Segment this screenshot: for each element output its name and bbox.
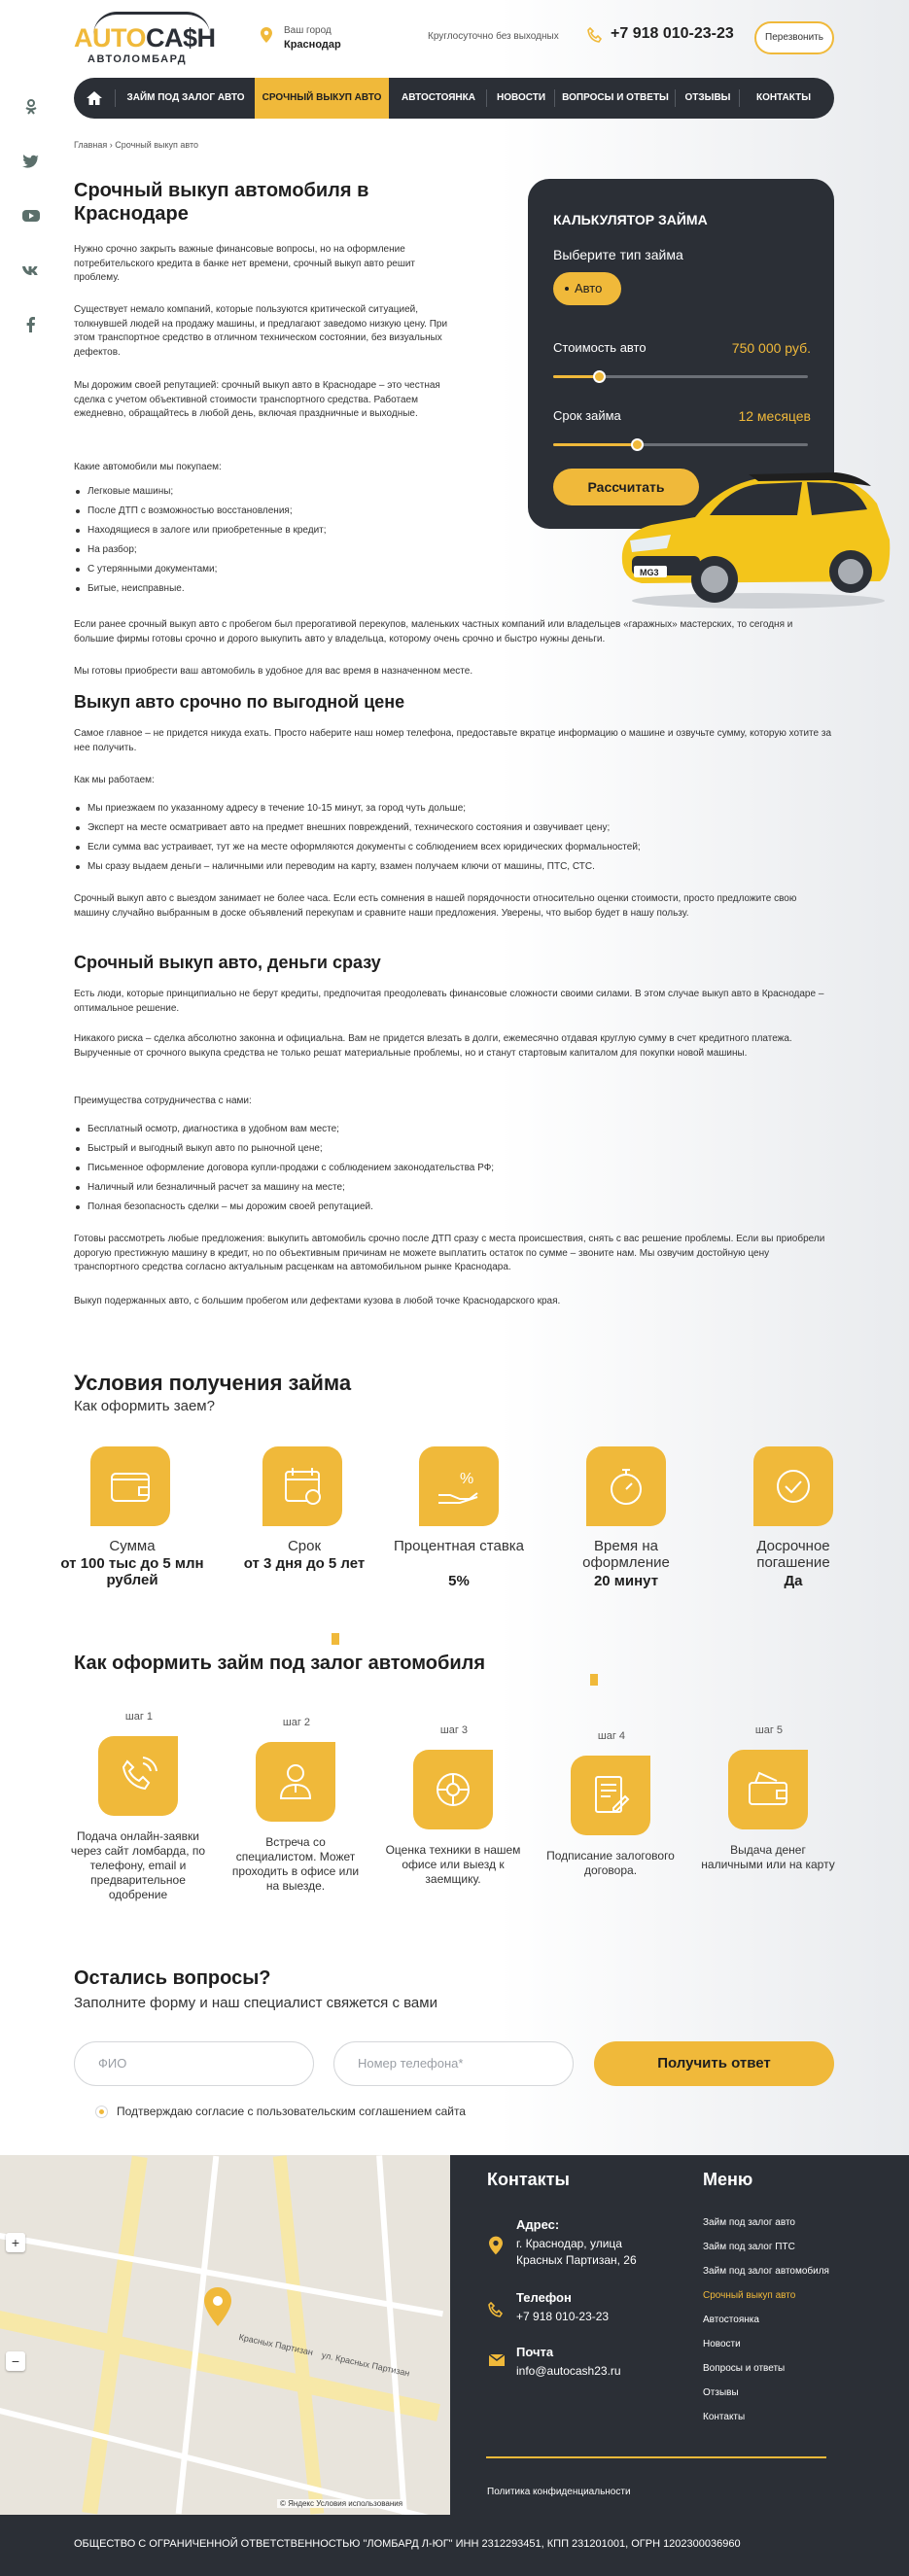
footer-menu-item[interactable]: Займ под залог авто xyxy=(703,2217,795,2228)
condition-label: Досрочное погашение xyxy=(756,1538,830,1571)
nav-item-reviews[interactable]: ОТЗЫВЫ xyxy=(684,92,731,103)
article-paragraph: Мы дорожим своей репутацией: срочный выкуп авто в Краснодаре – это честная сделка с учетом объективной стоимости транспортного средства. Работаем ежедневно, обращайтесь в любой день, включая праздничные и выходные. xyxy=(74,380,440,419)
phone-label: Телефон xyxy=(516,2290,572,2305)
nav-item-parking[interactable]: АВТОСТОЯНКА xyxy=(402,92,475,103)
header: AUTOCA$H АВТОЛОМБАРД Ваш город Краснодар Круглосуточно без выходных +7 918 010-23-23 Перезвонить xyxy=(0,0,909,76)
car-types-list xyxy=(74,482,327,599)
list-item: Эксперт на месте осматривает авто на предмет внешних повреждений, технического состояния и озвучивает цену; xyxy=(74,818,641,838)
condition-value: Да xyxy=(784,1573,803,1589)
loan-term-slider-fill xyxy=(553,443,637,446)
list-item: Бесплатный осмотр, диагностика в удобном вам месте; xyxy=(74,1120,494,1139)
agree-label[interactable]: Подтверждаю согласие с пользовательским соглашением сайта xyxy=(117,2105,466,2118)
map-zoom-in-button[interactable]: + xyxy=(6,2233,25,2252)
nav-separator xyxy=(675,89,676,107)
condition-value: 20 минут xyxy=(593,1573,659,1589)
article-paragraph: Готовы рассмотреть любые предложения: выкупить автомобиль срочно после ДТП сразу с места происшествия, снять с вас решение проблемы. Если вы приобрели дорогую престижную машину в кредит, но по объективным причинам не можете выплатить остаток по сумме – звоните нам. Мы озвучим достойную цену транспортного средства согласно актуальным расценкам на автомобильном рынке Краснодара. xyxy=(74,1234,825,1272)
loan-type-label: Выберите тип займа xyxy=(553,247,683,262)
map-copyright[interactable]: © Яндекс Условия использования xyxy=(277,2499,405,2508)
mail-icon xyxy=(488,2353,506,2367)
list-item: На разбор; xyxy=(74,540,327,560)
nav-item-faq[interactable]: ВОПРОСЫ И ОТВЕТЫ xyxy=(562,92,669,103)
condition-value: от 100 тыс до 5 млн рублей xyxy=(60,1555,204,1588)
list-item: Мы сразу выдаем деньги – наличными или переводим на карту, взамен получаем ключи от машины, ПТС, СТС. xyxy=(74,857,641,877)
license-plate: MG3 xyxy=(640,568,659,577)
condition-value: от 3 дня до 5 лет xyxy=(243,1555,366,1572)
name-input[interactable]: ФИО xyxy=(74,2041,314,2086)
contract-icon xyxy=(571,1756,650,1835)
decorative-square xyxy=(590,1674,598,1686)
step-label: шаг 1 xyxy=(124,1711,154,1723)
article-paragraph: Преимущества сотрудничества с нами: xyxy=(74,1096,252,1106)
logo[interactable] xyxy=(74,10,220,66)
yellow-car-image xyxy=(603,447,894,612)
wheel-icon xyxy=(413,1750,493,1829)
article-paragraph: Мы готовы приобрести ваш автомобиль в удобное для вас время в назначенном месте. xyxy=(74,666,473,677)
step-label: шаг 3 xyxy=(439,1724,469,1736)
car-cost-label: Стоимость авто xyxy=(553,340,647,355)
nav-separator xyxy=(115,89,116,107)
home-icon[interactable] xyxy=(84,87,105,109)
form-subtitle: Заполните форму и наш специалист свяжется с вами xyxy=(74,1995,437,2011)
loan-term-value: 12 месяцев xyxy=(738,408,811,424)
vk-icon[interactable] xyxy=(21,261,41,280)
youtube-icon[interactable] xyxy=(21,206,41,226)
logo-subtitle: АВТОЛОМБАРД xyxy=(87,53,188,65)
form-title: Остались вопросы? xyxy=(74,1967,271,1989)
map[interactable] xyxy=(0,2155,450,2515)
map-marker-icon[interactable] xyxy=(204,2287,231,2326)
list-item: После ДТП с возможностью восстановления; xyxy=(74,502,327,521)
article-paragraph: Есть люди, которые принципиально не берут кредиты, предпочитая преодолевать финансовые сложности своими силами. В этом случае выкуп авто в Краснодаре – оптимальное решение. xyxy=(74,989,824,1014)
list-item: Полная безопасность сделки – мы дорожим своей репутацией. xyxy=(74,1198,494,1217)
footer-email[interactable]: info@autocash23.ru xyxy=(516,2364,621,2378)
step-label: шаг 5 xyxy=(754,1724,784,1736)
nav-item-contacts[interactable]: КОНТАКТЫ xyxy=(755,92,812,103)
article-paragraph: Срочный выкуп авто с выездом занимает не более часа. Если есть сомнения в нашей порядочности относительно оценки стоимости, просто предложите свою машину случайно выбранным в доске объявлений перекупам и сравните наши предложения. Уверены, что выбор будет в нашу пользу. xyxy=(74,893,797,919)
footer-phone[interactable]: +7 918 010-23-23 xyxy=(516,2310,610,2323)
map-street-label: ул. Красных Партизан xyxy=(320,2350,411,2379)
nav-item-news[interactable]: НОВОСТИ xyxy=(496,92,546,103)
article-paragraph: Никакого риска – сделка абсолютно законна и официальна. Вам не придется влезать в долги, ежемесячно отдавая круглую сумму в счет кредитного платежа. Вырученные от срочного выкупа средства не только решат материальные проблемы, но и станут стартовым капиталом для покупки новой машины. xyxy=(74,1033,792,1059)
nav-separator xyxy=(554,89,555,107)
percent-hand-icon xyxy=(419,1446,499,1526)
agree-checkbox[interactable] xyxy=(95,2106,108,2118)
callback-button[interactable]: Перезвонить xyxy=(754,21,834,54)
article-paragraph: Выкуп подержанных авто, с большим пробегом или дефектами кузова в любой точке Краснодарского края. xyxy=(74,1296,561,1306)
condition-label: Время на оформление xyxy=(582,1538,670,1571)
list-item: Битые, неисправные. xyxy=(74,579,327,599)
list-item: Быстрый и выгодный выкуп авто по рыночной цене; xyxy=(74,1139,494,1159)
city-name[interactable]: Краснодар xyxy=(284,39,341,51)
article-paragraph: Самое главное – не придется никуда ехать. Просто наберите наш номер телефона, предоставьте вкратце информацию о машине и озвучьте сумму, которую хотите за нее получить. xyxy=(74,728,832,753)
odnoklassniki-icon[interactable] xyxy=(21,97,41,117)
nav-item-buyout[interactable]: СРОЧНЫЙ ВЫКУП АВТО xyxy=(255,78,389,119)
article-paragraph: Нужно срочно закрыть важные финансовые вопросы, но на оформление потребительского кредита в банке нет времени, срочный выкуп авто решит проблему. xyxy=(74,244,416,283)
contacts-title: Контакты xyxy=(487,2170,570,2189)
car-cost-slider[interactable] xyxy=(553,375,808,378)
step-description: Встреча со специалистом. Может проходить в офисе или на выезде. xyxy=(231,1835,360,1893)
footer-menu-item[interactable]: Контакты xyxy=(703,2412,746,2422)
list-item: Находящиеся в залоге или приобретенные в кредит; xyxy=(74,521,327,540)
section-heading: Срочный выкуп авто, деньги сразу xyxy=(74,953,381,972)
breadcrumb[interactable]: Главная › Срочный выкуп авто xyxy=(74,140,198,150)
location-pin-icon xyxy=(489,2236,503,2255)
map-road xyxy=(376,2155,407,2515)
footer-menu-item[interactable]: Автостоянка xyxy=(703,2315,759,2325)
car-cost-slider-handle[interactable] xyxy=(593,370,606,383)
map-road xyxy=(273,2155,325,2514)
benefits-list xyxy=(74,1120,494,1217)
page-title: Срочный выкуп автомобиля в Краснодаре xyxy=(74,180,369,225)
conditions-title: Условия получения займа xyxy=(74,1371,352,1395)
main-nav xyxy=(74,78,834,119)
car-cost-slider-fill xyxy=(553,375,599,378)
footer-divider xyxy=(486,2456,826,2458)
phone-input[interactable]: Номер телефона* xyxy=(333,2041,574,2086)
money-wallet-icon xyxy=(728,1750,808,1829)
list-item: Письменное оформление договора купли-продажи с соблюдением законодательства РФ; xyxy=(74,1159,494,1178)
footer-menu-item[interactable]: Вопросы и ответы xyxy=(703,2363,786,2374)
nav-separator xyxy=(486,89,487,107)
list-item: С утерянными документами; xyxy=(74,560,327,579)
condition-label: Срок xyxy=(287,1538,322,1554)
facebook-icon[interactable] xyxy=(21,315,41,334)
footer-menu-item[interactable]: Займ под залог автомобиля xyxy=(703,2266,829,2277)
article-paragraph: Существует немало компаний, которые пользуются критической ситуацией, толкнувшей людей на продажу машины, и предлагают заведомо низкую цену. При этом транспортное средство в отличном техническом состоянии, без визуальных дефектов. xyxy=(74,304,448,358)
calculate-button[interactable]: Рассчитать xyxy=(553,469,699,505)
list-item: Легковые машины; xyxy=(74,482,327,502)
article-paragraph: Если ранее срочный выкуп авто с пробегом был прерогативой перекупов, маленьких частных компаний или владельцев «гаражных» мастерских, то сегодня и большие фирмы готовы срочно и дорого выкупить авто у владельца, которому очень срочно и быстро нужны деньги. xyxy=(74,619,793,644)
nav-item-loan-auto[interactable]: ЗАЙМ ПОД ЗАЛОГ АВТО xyxy=(126,92,245,103)
footer-menu-item[interactable]: Отзывы xyxy=(703,2387,739,2398)
working-hours: Круглосуточно без выходных xyxy=(428,31,559,42)
step-description: Подача онлайн-заявки через сайт ломбарда, по телефону, email и предварительное одобрение xyxy=(70,1829,206,1901)
step-label: шаг 2 xyxy=(282,1717,311,1728)
article-paragraph: Какие автомобили мы покупаем: xyxy=(74,462,222,472)
address-label: Адрес: xyxy=(516,2217,560,2232)
menu-title: Меню xyxy=(703,2170,753,2189)
condition-value: 5% xyxy=(448,1573,470,1589)
map-zoom-out-button[interactable]: − xyxy=(6,2351,25,2371)
email-label: Почта xyxy=(516,2345,554,2359)
phone-icon xyxy=(488,2302,504,2317)
list-item: Если сумма вас устраивает, тут же на месте оформляются документы с соблюдением всех юридических формальностей; xyxy=(74,838,641,857)
footer-menu-item[interactable]: Новости xyxy=(703,2339,741,2350)
get-answer-button[interactable]: Получить ответ xyxy=(594,2041,834,2086)
specialist-icon xyxy=(256,1742,335,1822)
step-label: шаг 4 xyxy=(597,1730,626,1742)
car-cost-value: 750 000 руб. xyxy=(731,340,811,356)
calendar-icon xyxy=(262,1446,342,1526)
condition-label: Сумма xyxy=(109,1538,156,1554)
loan-term-slider[interactable] xyxy=(553,443,808,446)
wallet-icon xyxy=(90,1446,170,1526)
section-heading: Выкуп авто срочно по выгодной цене xyxy=(74,692,405,712)
map-street-label: Красных Партизан xyxy=(237,2332,314,2357)
city-label: Ваш город xyxy=(284,25,332,36)
privacy-policy-link[interactable]: Политика конфиденциальности xyxy=(487,2487,631,2497)
check-circle-icon xyxy=(753,1446,833,1526)
legal-text: ОБЩЕСТВО С ОГРАНИЧЕННОЙ ОТВЕТСТВЕННОСТЬЮ "ЛОМБАРД Л-ЮГ" ИНН 2312293451, КПП 231201001, ОГРН 1202300036960 xyxy=(74,2538,741,2550)
decorative-square xyxy=(332,1633,339,1645)
list-item: Мы приезжаем по указанному адресу в течение 10-15 минут, за город чуть дольше; xyxy=(74,799,641,818)
footer-menu-item[interactable]: Займ под залог ПТС xyxy=(703,2242,795,2252)
logo-text: AUTOCA$H xyxy=(74,23,216,52)
phone-icon xyxy=(587,27,603,43)
condition-label: Процентная ставка xyxy=(393,1538,525,1554)
calculator-title: КАЛЬКУЛЯТОР ЗАЙМА xyxy=(553,212,708,227)
process-list xyxy=(74,799,641,877)
article-paragraph: Как мы работаем: xyxy=(74,775,155,785)
footer-menu-item-active[interactable]: Срочный выкуп авто xyxy=(703,2290,796,2301)
address-text: г. Краснодар, улица Красных Партизан, 26 xyxy=(516,2237,637,2267)
step-description: Оценка техники в нашем офисе или выезд к заемщику. xyxy=(385,1843,521,1886)
loan-term-label: Срок займа xyxy=(553,408,621,423)
list-item: Наличный или безналичный расчет за машину на месте; xyxy=(74,1178,494,1198)
loan-type-option[interactable]: Авто xyxy=(553,272,621,305)
stopwatch-icon xyxy=(586,1446,666,1526)
twitter-icon[interactable] xyxy=(21,152,41,171)
nav-separator xyxy=(739,89,740,107)
steps-title: Как оформить займ под залог автомобиля xyxy=(74,1653,485,1674)
footer xyxy=(450,2155,909,2515)
step-description: Выдача денег наличными или на карту xyxy=(701,1843,835,1871)
phone-icon xyxy=(98,1736,178,1816)
svg-text:%: % xyxy=(460,1471,474,1487)
conditions-subtitle: Как оформить заем? xyxy=(74,1398,215,1414)
step-description: Подписание залогового договора. xyxy=(546,1849,675,1877)
location-pin-icon xyxy=(261,27,272,43)
